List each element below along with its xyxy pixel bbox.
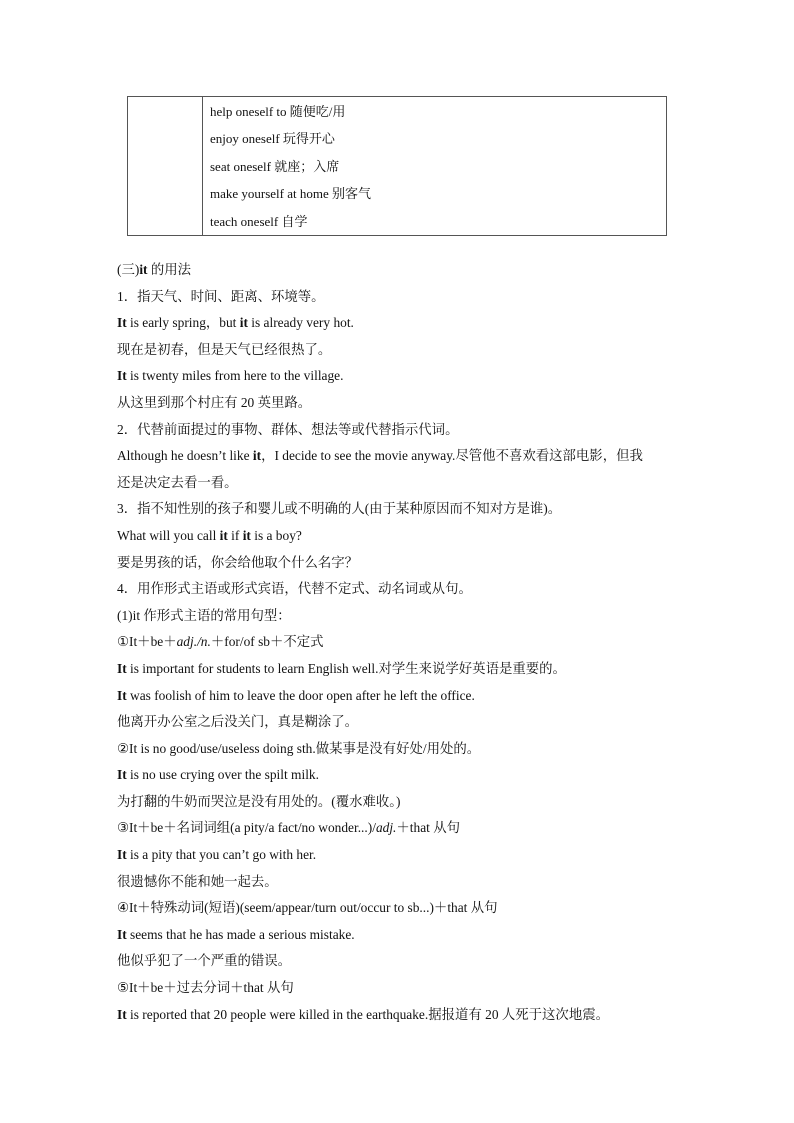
example-sentence: What will you call it if it is a boy? — [117, 527, 302, 543]
example-sentence: It is twenty miles from here to the village. — [117, 368, 344, 384]
example-sentence: Although he doesn’t like it，I decide to see the movie anyway.尽管他不喜欢看这部电影，但我 — [117, 448, 643, 464]
example-translation: 还是决定去看一看。 — [117, 474, 238, 490]
pattern-4: ④It＋特殊动词(短语)(seem/appear/turn out/occur to sb...)＋that 从句 — [117, 900, 498, 916]
example-sentence: It is important for students to learn English well.对学生来说学好英语是重要的。 — [117, 660, 566, 676]
example-sentence: It is early spring，but it is already very hot. — [117, 315, 354, 331]
example-translation: 现在是初春，但是天气已经很热了。 — [117, 341, 332, 357]
phrase-item: help oneself to 随便吃/用 — [210, 104, 346, 119]
phrase-item: enjoy oneself 玩得开心 — [210, 131, 335, 147]
pattern-2: ②It is no good/use/useless doing sth.做某事是没有好处/用处的。 — [117, 740, 481, 756]
point-4-heading: 4．用作形式主语或形式宾语，代替不定式、动名词或从句。 — [117, 581, 472, 597]
example-translation: 为打翻的牛奶而哭泣是没有用处的。(覆水难收。) — [117, 793, 401, 809]
phrase-table-list-cell — [203, 97, 667, 236]
phrase-table-empty-cell — [128, 97, 203, 236]
pattern-1: ①It＋be＋adj./n.＋for/of sb＋不定式 — [117, 634, 324, 650]
example-translation: 从这里到那个村庄有 20 英里路。 — [117, 394, 312, 410]
example-translation: 很遗憾你不能和她一起去。 — [117, 873, 278, 889]
example-sentence: It is reported that 20 people were killed in the earthquake.据报道有 20 人死于这次地震。 — [117, 1006, 609, 1022]
example-translation: 他似乎犯了一个严重的错误。 — [117, 953, 292, 969]
point-2-heading: 2．代替前面提过的事物、群体、想法等或代替指示代词。 — [117, 421, 459, 437]
phrase-item: seat oneself 就座；入席 — [210, 158, 340, 174]
example-sentence: It is a pity that you can’t go with her. — [117, 847, 317, 863]
example-sentence: It seems that he has made a serious mistake. — [117, 926, 355, 942]
example-sentence: It is no use crying over the spilt milk. — [117, 767, 319, 783]
phrase-item: make yourself at home 别客气 — [210, 186, 372, 202]
point-1-heading: 1．指天气、时间、距离、环境等。 — [117, 288, 325, 304]
example-translation: 他离开办公室之后没关门，真是糊涂了。 — [117, 714, 359, 730]
subheading: (1)it 作形式主语的常用句型： — [117, 607, 291, 623]
content-body — [117, 257, 687, 1028]
example-sentence: It was foolish of him to leave the door open after he left the office. — [117, 687, 475, 703]
section-title: (三)it 的用法 — [117, 262, 192, 277]
phrase-item: teach oneself 自学 — [210, 213, 308, 229]
example-translation: 要是男孩的话，你会给他取个什么名字？ — [117, 554, 359, 570]
pattern-3: ③It＋be＋名词词组(a pity/a fact/no wonder...)/adj.＋that 从句 — [117, 820, 461, 836]
point-3-heading: 3．指不知性别的孩子和婴儿或不明确的人(由于某种原因而不知对方是谁)。 — [117, 501, 562, 517]
phrase-table — [127, 96, 667, 236]
pattern-5: ⑤It＋be＋过去分词＋that 从句 — [117, 980, 294, 996]
